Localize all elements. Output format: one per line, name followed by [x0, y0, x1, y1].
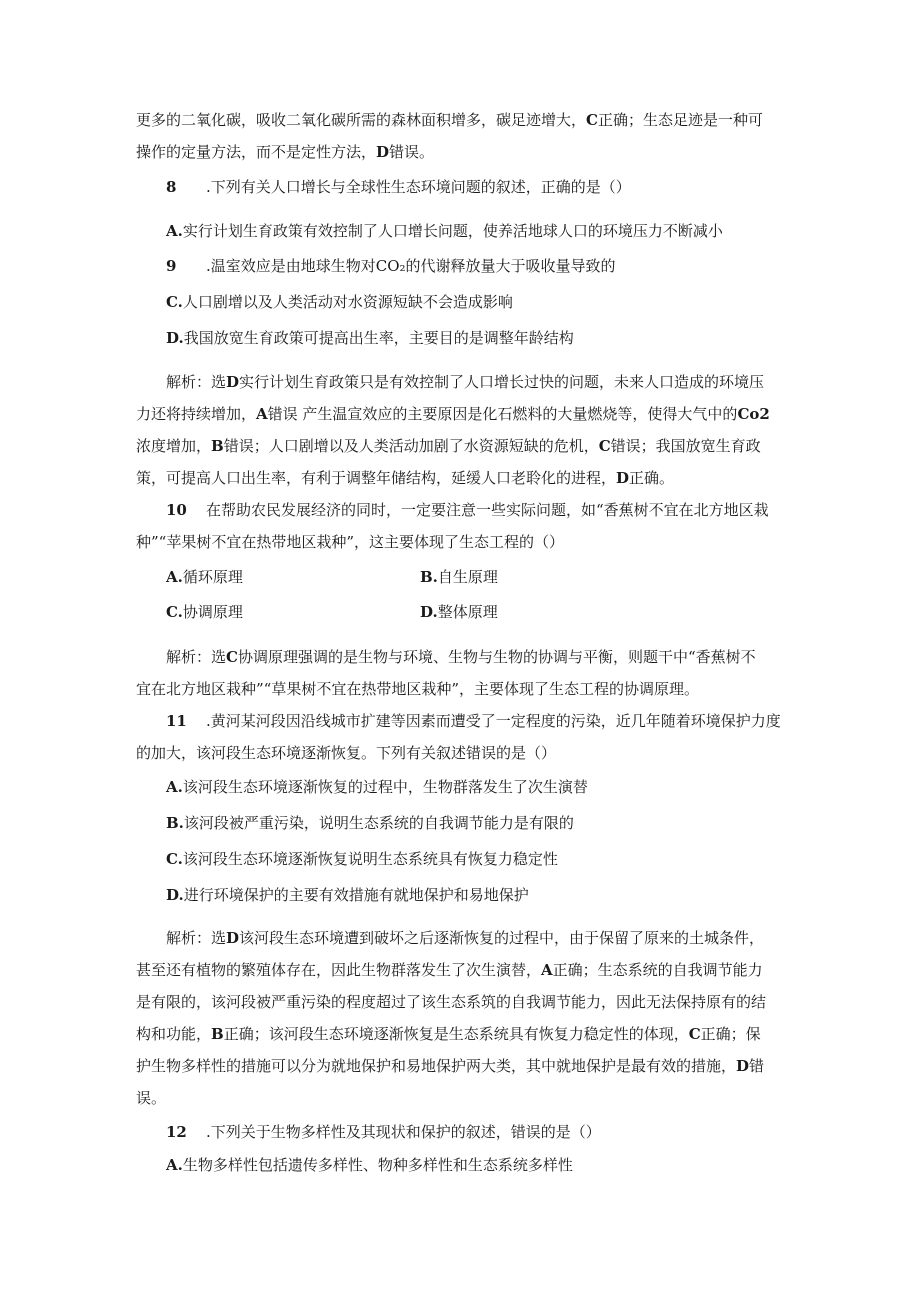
question-8-option-c: C.人口剧增以及人类活动对水资源短缺不会造成影响: [166, 293, 513, 311]
question-8-option-b: 9 .温室效应是由地球生物对CO₂的代谢释放量大于吸收量导致的: [166, 257, 616, 275]
answer-11-line-5: 护生物多样性的措施可以分为就地保护和易地保护两大类，其中就地保护是最有效的措施，D错: [136, 1057, 765, 1075]
answer-11-line-6: 误。: [136, 1089, 167, 1107]
question-11-option-c: C.该河段生态环境逐渐恢复说明生态系统具有恢复力稳定性: [166, 850, 558, 868]
question-11-option-a: A.该河段生态环境逐渐恢复的过程中，生物群落发生了次生演替: [166, 778, 588, 796]
question-10-option-d: D.整体原理: [420, 603, 498, 621]
question-11-option-d: D.进行环境保护的主要有效措施有就地保护和易地保护: [166, 886, 529, 904]
answer-11-line-4: 构和功能，B正确；该河段生态环境逐渐恢复是生态系统具有恢复力稳定性的体现，C正确；保: [136, 1025, 761, 1043]
answer-8-line-4: 策，可提高人口出生率，有利于调整年储结构，延缓人口老聆化的进程，D正确。: [136, 469, 675, 487]
question-10-stem-line-2: 种”“苹果树不宜在热带地区栽种”，这主要体现了生态工程的（）: [136, 533, 565, 551]
question-12-stem: 12 .下列关于生物多样性及其现状和保护的叙述，错误的是（）: [166, 1123, 601, 1141]
question-11-stem-line-1: 11 .黄河某河段因沿线城市扩建等因素而遭受了一定程度的污染，近几年随着环境保护力度: [166, 712, 781, 730]
question-8-option-d: D.我国放宽生育政策可提高出生率，主要目的是调整年龄结构: [166, 329, 574, 347]
answer-8-line-3: 浓度增加，B错误；人口剧增以及人类活动加剧了水资源短缺的危机，C错误；我国放宽生育政: [136, 437, 761, 455]
answer-11-line-2: 甚至还有植物的繁殖体存在，因此生物群落发生了次生演替，A正确；生态系统的自我调节能力: [136, 961, 763, 979]
question-8-stem: 8 .下列有关人口增长与全球性生态环境问题的叙述，正确的是（）: [166, 178, 631, 196]
answer-10-line-2: 宜在北方地区栽种”“草果树不宜在热带地区栽种”，主要体现了生态工程的协调原理。: [136, 680, 700, 698]
answer-11-line-3: 是有限的，该河段被严重污染的程度超过了该生态系筑的自我调节能力，因此无法保持原有的结: [136, 993, 767, 1011]
question-8-option-a: A.实行计划生育政策有效控制了人口增长问题，使养活地球人口的环境压力不断减小: [166, 222, 723, 240]
answer-10-line-1: 解析：选C协调原理强调的是生物与环境、生物与生物的协调与平衡，则题干中“香蕉树不: [166, 648, 756, 666]
question-11-option-b: B.该河段被严重污染，说明生态系统的自我调节能力是有限的: [166, 814, 574, 832]
answer-8-line-1: 解析：选D实行计划生育政策只是有效控制了人口增长过快的问题，未来人口造成的环境压: [166, 373, 765, 391]
question-12-option-a: A.生物多样性包括遗传多样性、物种多样性和生态系统多样性: [166, 1156, 573, 1174]
question-10-option-a: A.循环原理: [166, 568, 243, 586]
question-10-option-b: B.自生原理: [420, 568, 498, 586]
answer-continuation-line-2: 操作的定量方法，而不是定性方法，D错误。: [136, 143, 435, 161]
question-10-stem-line-1: 10 在帮助农民发展经济的同时，一定要注意一些实际问题，如“香蕉树不宜在北方地区栽: [166, 501, 769, 519]
answer-continuation-line-1: 更多的二氧化碳，吸收二氧化碳所需的森林面积增多，碳足迹增大，C正确；生态足迹是一种可: [136, 111, 763, 129]
answer-8-line-2: 力还将持续增加，A错误 产生温宣效应的主要原因是化石燃料的大量燃烧等，使得大气中的Co2: [136, 405, 770, 423]
answer-11-line-1: 解析：选D该河段生态环境遭到破坏之后逐渐恢复的过程中，由于保留了原来的土城条件，: [166, 929, 765, 947]
question-10-option-c: C.协调原理: [166, 603, 243, 621]
question-11-stem-line-2: 的加大，该河段生态环境逐渐恢复。下列有关叙述错误的是（）: [136, 744, 557, 762]
